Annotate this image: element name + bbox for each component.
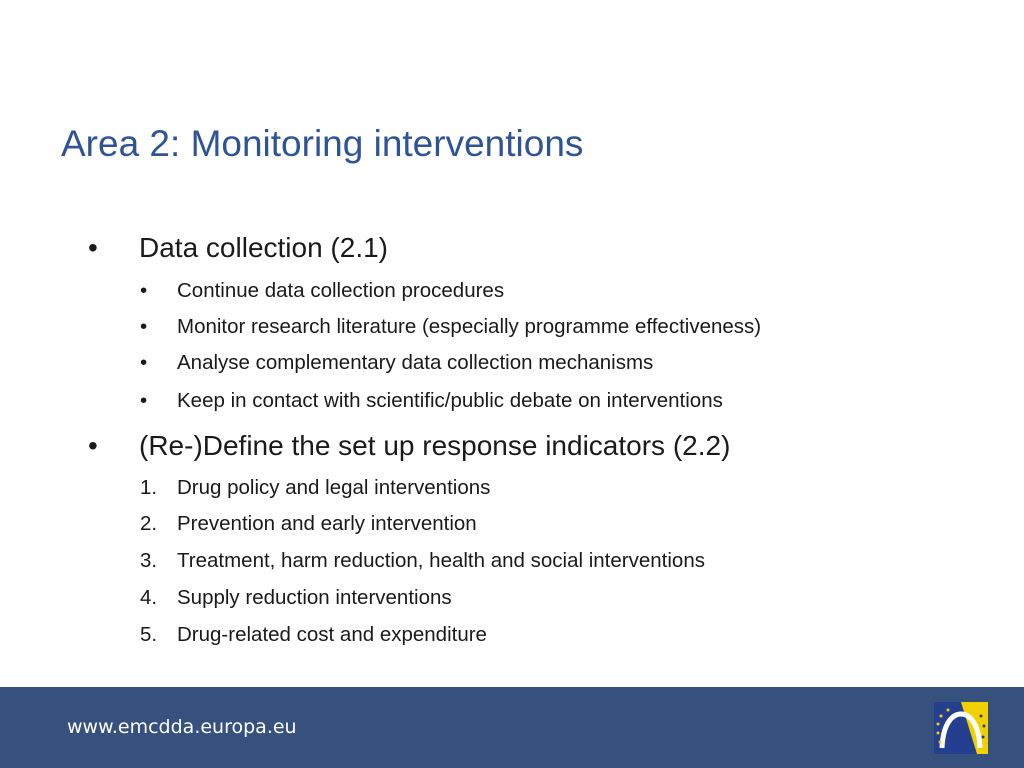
numbered-item-text: Prevention and early intervention (177, 512, 477, 535)
bullet-level1 (0, 427, 1000, 465)
bullet-text: Analyse complementary data collection mechanisms (177, 351, 654, 374)
slide-title: Area 2: Monitoring interventions (61, 123, 584, 164)
numbered-item-text: Drug policy and legal interventions (177, 476, 491, 499)
bullet-marker: • (88, 232, 98, 263)
bullet-marker: • (140, 351, 148, 374)
numbered-item (0, 547, 1000, 575)
bullet-level2 (0, 313, 1000, 341)
numbered-item (0, 510, 1000, 538)
bullet-level2 (0, 387, 1000, 415)
footer-url-link[interactable]: www.emcdda.europa.eu (67, 716, 297, 738)
numbered-item-text: Treatment, harm reduction, health and social interventions (177, 549, 705, 572)
number-marker: 4. (140, 586, 158, 609)
number-marker: 2. (140, 512, 158, 535)
bullet-text: Data collection (2.1) (139, 232, 389, 263)
numbered-item (0, 584, 1000, 612)
numbered-item (0, 621, 1000, 649)
numbered-item (0, 474, 1000, 502)
number-marker: 3. (140, 549, 158, 572)
bullet-marker: • (140, 279, 148, 302)
emcdda-logo-icon (934, 702, 988, 754)
bullet-text: Continue data collection procedures (177, 279, 505, 302)
bullet-text: Keep in contact with scientific/public debate on interventions (177, 389, 723, 412)
bullet-text: (Re-)Define the set up response indicators (2.2) (139, 430, 731, 461)
bullet-level1 (0, 229, 1000, 267)
numbered-item-text: Supply reduction interventions (177, 586, 452, 609)
number-marker: 5. (140, 623, 158, 646)
bullet-marker: • (140, 315, 148, 338)
bullet-marker: • (88, 430, 98, 461)
numbered-item-text: Drug-related cost and expenditure (177, 623, 487, 646)
footer-bar (0, 687, 1024, 768)
bullet-marker: • (140, 389, 148, 412)
bullet-level2 (0, 277, 1000, 305)
number-marker: 1. (140, 476, 158, 499)
bullet-level2 (0, 349, 1000, 377)
bullet-text: Monitor research literature (especially programme effectiveness) (177, 315, 762, 338)
